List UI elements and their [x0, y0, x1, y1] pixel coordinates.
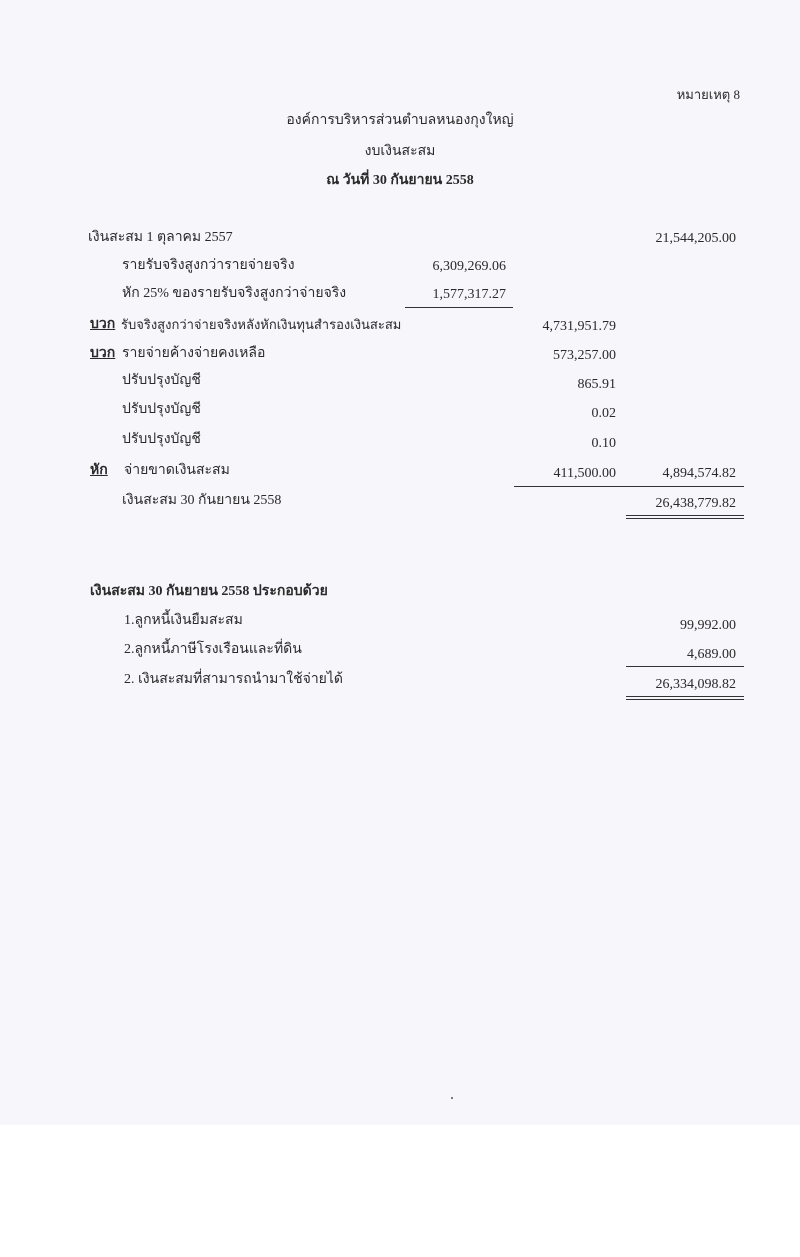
less-amount: 411,500.00: [553, 466, 616, 481]
adjust-3-amount: 0.10: [591, 436, 616, 451]
add-prefix-1: บวก: [90, 317, 116, 332]
subtotal-amount: 4,894,574.82: [662, 466, 736, 481]
less-prefix: หัก: [90, 463, 108, 478]
add-1-amount: 4,731,951.79: [542, 319, 616, 334]
income-over-amount: 6,309,269.06: [432, 259, 506, 274]
adjust-1-label: ปรับปรุงบัญชี: [122, 373, 201, 388]
composition-item-2-amount: 4,689.00: [687, 647, 736, 662]
income-over-label: รายรับจริงสูงกว่ารายจ่ายจริง: [122, 258, 295, 273]
add-2-label: รายจ่ายค้างจ่ายคงเหลือ: [122, 346, 266, 361]
adjust-2-label: ปรับปรุงบัญชี: [122, 402, 201, 417]
adjust-1-amount: 865.91: [577, 377, 616, 392]
closing-balance-amount: 26,438,779.82: [655, 496, 736, 511]
note-number: หมายเหตุ 8: [676, 87, 740, 102]
adjust-3-label: ปรับปรุงบัญชี: [122, 432, 201, 447]
adjust-2-amount: 0.02: [591, 406, 616, 421]
composition-underline: [626, 666, 744, 667]
composition-item-1-label: 1.ลูกหนี้เงินยืมสะสม: [124, 613, 243, 628]
add-1-label: รับจริงสูงกว่าจ่ายจริงหลังหักเงินทุนสำรองเงินสะสม: [121, 317, 402, 332]
deduct-25-label: หัก 25% ของรายรับจริงสูงกว่าจ่ายจริง: [122, 286, 347, 301]
less-label: จ่ายขาดเงินสะสม: [124, 463, 230, 478]
scan-speck: [451, 1097, 453, 1099]
composition-heading: เงินสะสม 30 กันยายน 2558 ประกอบด้วย: [90, 584, 328, 599]
composition-item-3-amount: 26,334,098.82: [655, 677, 736, 692]
organization-name: องค์การบริหารส่วนตำบลหนองกุงใหญ่: [286, 113, 514, 128]
add-2-amount: 573,257.00: [553, 348, 616, 363]
subtotal-underline: [514, 486, 744, 487]
composition-item-1-amount: 99,992.00: [680, 618, 736, 633]
composition-item-2-label: 2.ลูกหนี้ภาษีโรงเรือนและที่ดิน: [124, 642, 302, 657]
closing-balance-label: เงินสะสม 30 กันยายน 2558: [122, 493, 282, 508]
closing-double-underline: [626, 515, 744, 519]
add-prefix-2: บวก: [90, 346, 116, 361]
statement-date: ณ วันที่ 30 กันยายน 2558: [326, 173, 474, 188]
deduct-underline: [405, 307, 513, 308]
deduct-25-amount: 1,577,317.27: [432, 287, 506, 302]
opening-balance-amount: 21,544,205.00: [655, 231, 736, 246]
composition-item-3-label: 2. เงินสะสมที่สามารถนำมาใช้จ่ายได้: [124, 672, 344, 687]
opening-balance-label: เงินสะสม 1 ตุลาคม 2557: [88, 230, 233, 245]
composition-double-underline: [626, 696, 744, 700]
statement-title: งบเงินสะสม: [364, 144, 436, 159]
